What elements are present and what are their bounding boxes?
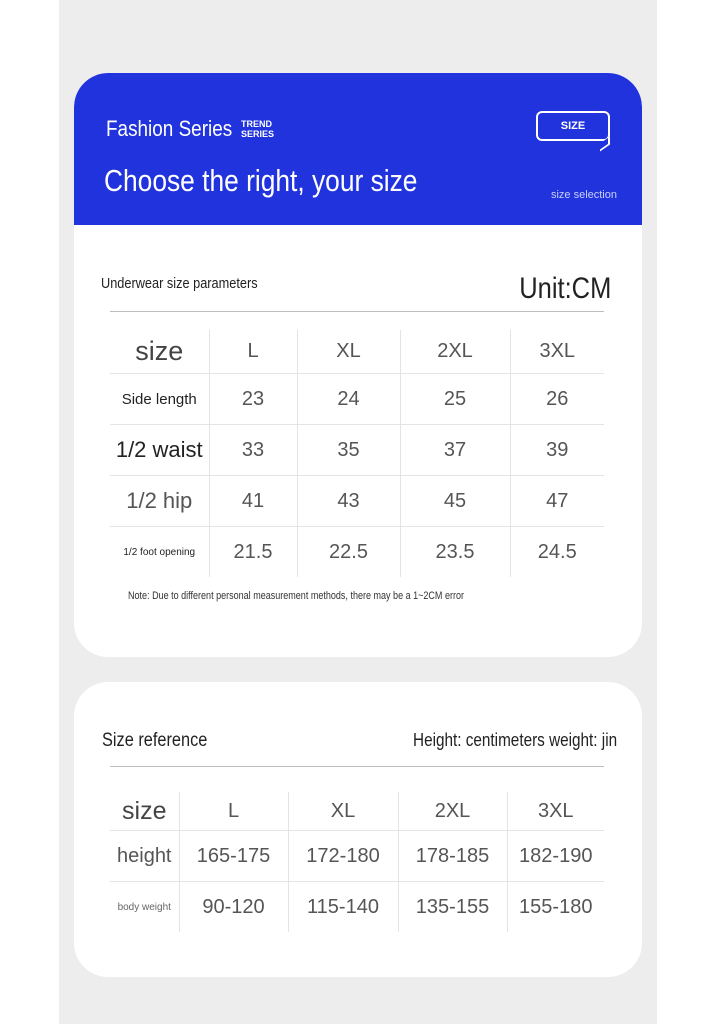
size-header-label: size bbox=[135, 336, 184, 366]
banner-heading: Choose the right, your size bbox=[104, 163, 418, 198]
trend-line-2: SERIES bbox=[241, 129, 275, 139]
size-col-header: 3XL bbox=[507, 792, 604, 831]
divider bbox=[110, 311, 604, 312]
size-col-header: XL bbox=[297, 330, 400, 374]
table-cell: 90-120 bbox=[179, 882, 288, 933]
size-badge bbox=[536, 111, 610, 141]
underwear-size-card bbox=[74, 73, 642, 657]
underwear-size-table bbox=[110, 330, 604, 577]
row-label: 1/2 foot opening bbox=[110, 527, 209, 578]
speech-bubble-tail-icon bbox=[600, 136, 610, 151]
table-cell: 45 bbox=[400, 476, 510, 527]
table-cell: 33 bbox=[209, 425, 297, 476]
table-cell: 23.5 bbox=[400, 527, 510, 578]
row-label: 1/2 waist bbox=[110, 425, 209, 476]
unit-label: Unit:CM bbox=[518, 272, 611, 305]
table-cell: 26 bbox=[510, 374, 604, 425]
table-row bbox=[110, 425, 604, 476]
table-row bbox=[110, 374, 604, 425]
underwear-table-title: Underwear size parameters bbox=[101, 275, 258, 292]
size-reference-table bbox=[110, 792, 604, 932]
table-cell: 23 bbox=[209, 374, 297, 425]
table-row bbox=[110, 831, 604, 882]
row-label: 1/2 hip bbox=[110, 476, 209, 527]
table-cell: 135-155 bbox=[398, 882, 507, 933]
size-badge-label: SIZE bbox=[560, 120, 586, 132]
table-cell: 24 bbox=[297, 374, 400, 425]
row-label: Side length bbox=[110, 374, 209, 425]
table-row bbox=[110, 527, 604, 578]
series-title: Fashion Series bbox=[106, 116, 233, 141]
table-cell: 22.5 bbox=[297, 527, 400, 578]
table-cell: 182-190 bbox=[507, 831, 604, 882]
table-cell: 178-185 bbox=[398, 831, 507, 882]
size-col-header: L bbox=[179, 792, 288, 831]
table-header-row bbox=[110, 792, 604, 831]
size-selection-label: size selection bbox=[550, 189, 617, 201]
table-row bbox=[110, 476, 604, 527]
header-banner bbox=[74, 73, 642, 225]
size-col-header: 2XL bbox=[398, 792, 507, 831]
size-col-header: 3XL bbox=[510, 330, 604, 374]
trend-line-1: TREND bbox=[241, 119, 272, 129]
table-cell: 39 bbox=[510, 425, 604, 476]
table-cell: 43 bbox=[297, 476, 400, 527]
table-cell: 37 bbox=[400, 425, 510, 476]
table-cell: 24.5 bbox=[510, 527, 604, 578]
reference-table-title: Size reference bbox=[102, 730, 208, 751]
table-cell: 165-175 bbox=[179, 831, 288, 882]
table-cell: 25 bbox=[400, 374, 510, 425]
trend-series-label bbox=[241, 119, 274, 139]
size-reference-card bbox=[74, 682, 642, 977]
size-col-header: XL bbox=[288, 792, 398, 831]
units-label: Height: centimeters weight: jin bbox=[412, 730, 617, 750]
row-label: height bbox=[110, 831, 179, 882]
table-header-row bbox=[110, 330, 604, 374]
table-cell: 115-140 bbox=[288, 882, 398, 933]
size-col-header: 2XL bbox=[400, 330, 510, 374]
table-row bbox=[110, 882, 604, 933]
measurement-note: Note: Due to different personal measurement methods, there may be a 1~2CM error bbox=[128, 590, 465, 602]
table-cell: 155-180 bbox=[507, 882, 604, 933]
table-cell: 172-180 bbox=[288, 831, 398, 882]
table-cell: 21.5 bbox=[209, 527, 297, 578]
divider bbox=[110, 766, 604, 767]
size-col-header: L bbox=[209, 330, 297, 374]
row-label: body weight bbox=[110, 882, 179, 933]
table-cell: 41 bbox=[209, 476, 297, 527]
table-cell: 35 bbox=[297, 425, 400, 476]
size-header-label: size bbox=[122, 796, 167, 825]
table-cell: 47 bbox=[510, 476, 604, 527]
